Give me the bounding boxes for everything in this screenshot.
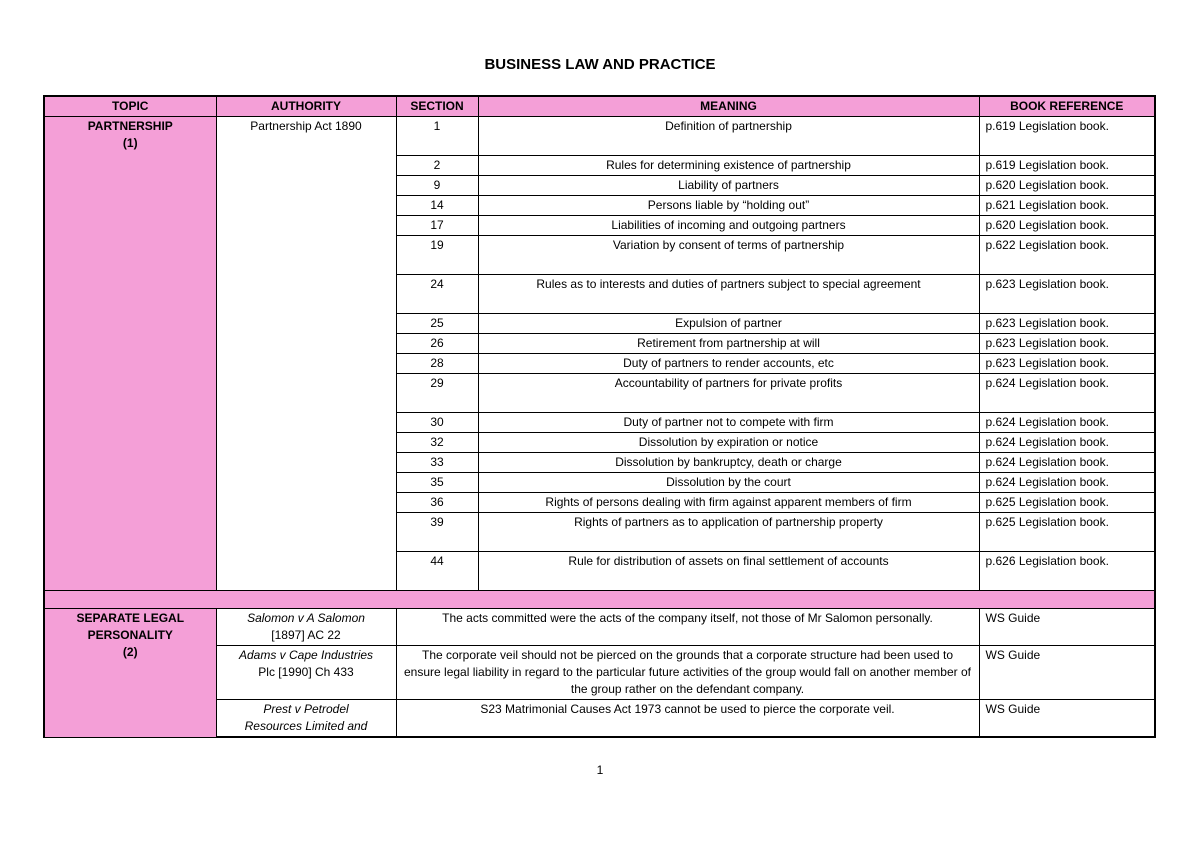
meaning-cell: Persons liable by “holding out” — [478, 196, 979, 216]
header-authority: AUTHORITY — [216, 96, 396, 117]
law-table — [43, 95, 1156, 738]
book-ref-cell: p.619 Legislation book. — [979, 117, 1155, 156]
section-cell: 32 — [396, 433, 478, 453]
book-ref-cell: p.619 Legislation book. — [979, 156, 1155, 176]
case-cell — [216, 646, 396, 700]
meaning-cell: The corporate veil should not be pierced on the grounds that a corporate structure had been used to ensure legal liability in regard to the particular future activities of the group would fall on another member of the group rather on the defendant company. — [396, 646, 979, 700]
book-ref-cell: p.624 Legislation book. — [979, 374, 1155, 413]
header-book-reference: BOOK REFERENCE — [979, 96, 1155, 117]
topic-separate-legal-personality — [44, 609, 216, 738]
section-cell: 44 — [396, 552, 478, 591]
section-cell: 19 — [396, 236, 478, 275]
section-cell: 29 — [396, 374, 478, 413]
case-name: Adams v Cape Industries — [238, 648, 374, 662]
section-cell: 35 — [396, 473, 478, 493]
book-ref-cell: p.623 Legislation book. — [979, 275, 1155, 314]
section-cell: 14 — [396, 196, 478, 216]
topic-label-line1: SEPARATE LEGAL — [76, 611, 185, 625]
book-ref-cell: WS Guide — [979, 646, 1155, 700]
book-ref-cell: p.624 Legislation book. — [979, 413, 1155, 433]
table-row — [44, 609, 1155, 646]
book-ref-cell: p.624 Legislation book. — [979, 473, 1155, 493]
meaning-cell: Duty of partner not to compete with firm — [478, 413, 979, 433]
case-cell — [216, 700, 396, 738]
section-cell: 17 — [396, 216, 478, 236]
book-ref-cell: p.626 Legislation book. — [979, 552, 1155, 591]
case-citation: Resources Limited and — [244, 719, 368, 733]
case-citation: [1897] AC 22 — [271, 628, 341, 642]
book-ref-cell: p.624 Legislation book. — [979, 453, 1155, 473]
meaning-cell: S23 Matrimonial Causes Act 1973 cannot be used to pierce the corporate veil. — [396, 700, 979, 738]
meaning-cell: Expulsion of partner — [478, 314, 979, 334]
header-meaning: MEANING — [478, 96, 979, 117]
meaning-cell: Rule for distribution of assets on final settlement of accounts — [478, 552, 979, 591]
meaning-cell: The acts committed were the acts of the company itself, not those of Mr Salomon personally. — [396, 609, 979, 646]
book-ref-cell: p.625 Legislation book. — [979, 493, 1155, 513]
case-name: Prest v Petrodel — [263, 702, 349, 716]
meaning-cell: Accountability of partners for private profits — [478, 374, 979, 413]
meaning-cell: Dissolution by the court — [478, 473, 979, 493]
section-cell: 39 — [396, 513, 478, 552]
header-topic: TOPIC — [44, 96, 216, 117]
section-cell: 2 — [396, 156, 478, 176]
meaning-cell: Definition of partnership — [478, 117, 979, 156]
section-cell: 25 — [396, 314, 478, 334]
meaning-cell: Rules for determining existence of partnership — [478, 156, 979, 176]
book-ref-cell: p.621 Legislation book. — [979, 196, 1155, 216]
topic-partnership — [44, 117, 216, 591]
book-ref-cell: p.623 Legislation book. — [979, 354, 1155, 374]
meaning-cell: Liability of partners — [478, 176, 979, 196]
header-row — [44, 96, 1155, 117]
meaning-cell: Retirement from partnership at will — [478, 334, 979, 354]
case-name: Salomon v A Salomon — [247, 611, 365, 625]
book-ref-cell: p.623 Legislation book. — [979, 314, 1155, 334]
book-ref-cell: WS Guide — [979, 700, 1155, 738]
case-cell — [216, 609, 396, 646]
section-cell: 33 — [396, 453, 478, 473]
book-ref-cell: p.622 Legislation book. — [979, 236, 1155, 275]
table-row — [44, 117, 1155, 156]
document-title: BUSINESS LAW AND PRACTICE — [484, 56, 716, 73]
book-ref-cell: WS Guide — [979, 609, 1155, 646]
meaning-cell: Rules as to interests and duties of partners subject to special agreement — [478, 275, 979, 314]
section-cell: 9 — [396, 176, 478, 196]
meaning-cell: Liabilities of incoming and outgoing partners — [478, 216, 979, 236]
header-section: SECTION — [396, 96, 478, 117]
section-cell: 24 — [396, 275, 478, 314]
meaning-cell: Dissolution by expiration or notice — [478, 433, 979, 453]
book-ref-cell: p.625 Legislation book. — [979, 513, 1155, 552]
authority-cell: Partnership Act 1890 — [216, 117, 396, 591]
book-ref-cell: p.624 Legislation book. — [979, 433, 1155, 453]
meaning-cell: Rights of persons dealing with firm against apparent members of firm — [478, 493, 979, 513]
book-ref-cell: p.623 Legislation book. — [979, 334, 1155, 354]
book-ref-cell: p.620 Legislation book. — [979, 176, 1155, 196]
case-citation: Plc [1990] Ch 433 — [258, 665, 354, 679]
section-cell: 26 — [396, 334, 478, 354]
divider-cell — [44, 591, 1155, 609]
book-ref-cell: p.620 Legislation book. — [979, 216, 1155, 236]
section-divider-row — [44, 591, 1155, 609]
section-cell: 36 — [396, 493, 478, 513]
topic-number: (2) — [122, 645, 138, 659]
section-cell: 1 — [396, 117, 478, 156]
topic-number: (1) — [122, 136, 138, 150]
meaning-cell: Duty of partners to render accounts, etc — [478, 354, 979, 374]
topic-label: PARTNERSHIP — [87, 119, 173, 133]
meaning-cell: Variation by consent of terms of partnership — [478, 236, 979, 275]
meaning-cell: Dissolution by bankruptcy, death or charge — [478, 453, 979, 473]
topic-label-line2: PERSONALITY — [87, 628, 173, 642]
meaning-cell: Rights of partners as to application of partnership property — [478, 513, 979, 552]
page-number: 1 — [596, 763, 604, 777]
section-cell: 28 — [396, 354, 478, 374]
section-cell: 30 — [396, 413, 478, 433]
